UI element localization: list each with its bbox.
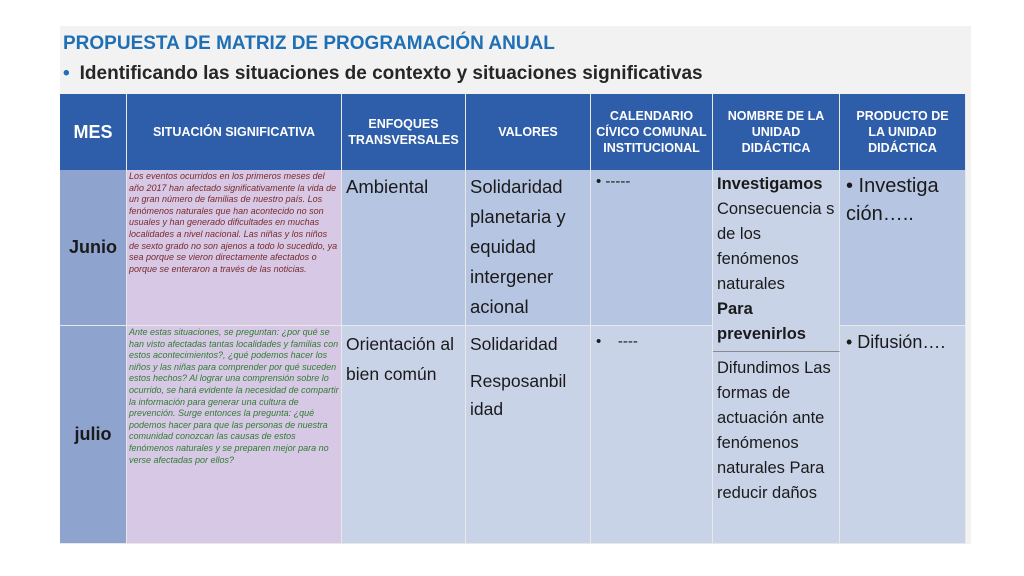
enfoque-text: Orientación al bien común: [342, 326, 466, 544]
valores-text: Resposanbil idad: [470, 371, 567, 419]
header-enfoques: ENFOQUES TRANSVERSALES: [342, 94, 466, 170]
page-title: PROPUESTA DE MATRIZ DE PROGRAMACIÓN ANUAL: [63, 33, 555, 54]
header-nombre-unidad: NOMBRE DE LA UNIDAD DIDÁCTICA: [713, 94, 840, 170]
header-calendario: CALENDARIO CÍVICO COMUNAL INSTITUCIONAL: [591, 94, 713, 170]
valores-text: Solidaridad planetaria y equidad intergener acional: [466, 170, 591, 326]
header-mes: MES: [60, 94, 127, 170]
subtitle: [63, 63, 703, 85]
unidad-text: Consecuencia s de los fenómenos naturales: [717, 200, 835, 293]
calendario-text: • -----: [591, 170, 713, 326]
unidad-purpose: Para prevenirlos: [717, 300, 806, 343]
bullet: •: [63, 63, 70, 84]
producto-text: • Investiga ción…..: [840, 170, 966, 326]
enfoque-text: Ambiental: [342, 170, 466, 326]
header-valores: VALORES: [466, 94, 591, 170]
producto-text: • Difusión….: [840, 326, 966, 544]
subtitle-text: Identificando las situaciones de contexto y situaciones significativas: [79, 63, 703, 84]
header-situacion: SITUACIÓN SIGNIFICATIVA: [127, 94, 342, 170]
header-producto: PRODUCTO DE LA UNIDAD DIDÁCTICA: [840, 94, 966, 170]
unidad-title: Investigamos: [717, 175, 823, 193]
situacion-text: Ante estas situaciones, se preguntan: ¿por qué se han visto afectadas tantas localidades y familias con estos acontecimientos?, ¿qué podemos hacer los niños y las niñas para comprender por qué suceden estos hechos? Al lograr una comprensión sobre lo ocurrido, se hará evidente la necesidad de compartir la información para generar una cultura de prevención. Surge entonces la pregunta: ¿qué podemos hacer para que las personas de nuestra comunidad conozcan las causas de estos fenómenos naturales y se preparen mejor para no verse afectadas por ellos?: [127, 326, 342, 544]
month-cell: julio: [60, 326, 127, 544]
unidad-cell: [713, 170, 840, 352]
valores-text: Solidaridad: [470, 334, 558, 354]
situacion-text: Los eventos ocurridos en los primeros meses del año 2017 han afectado significativamente la vida de un gran número de familias de nuestro país. Los fenómenos naturales que han acontecido no son usuales y han generado dificultades en muchas localidades a nivel nacional. Las niñas y los niños de sexto grado no son ajenos a todo lo sucedido, ya sea porque se vieron directamente afectados o porque se enteraron a través de las noticias.: [127, 170, 342, 326]
slide: [60, 26, 971, 544]
calendario-text: • ----: [591, 326, 713, 544]
unidad-text: Difundimos Las formas de actuación ante fenómenos naturales Para reducir daños: [713, 352, 840, 544]
valores-cell: [466, 326, 591, 544]
month-cell: Junio: [60, 170, 127, 326]
